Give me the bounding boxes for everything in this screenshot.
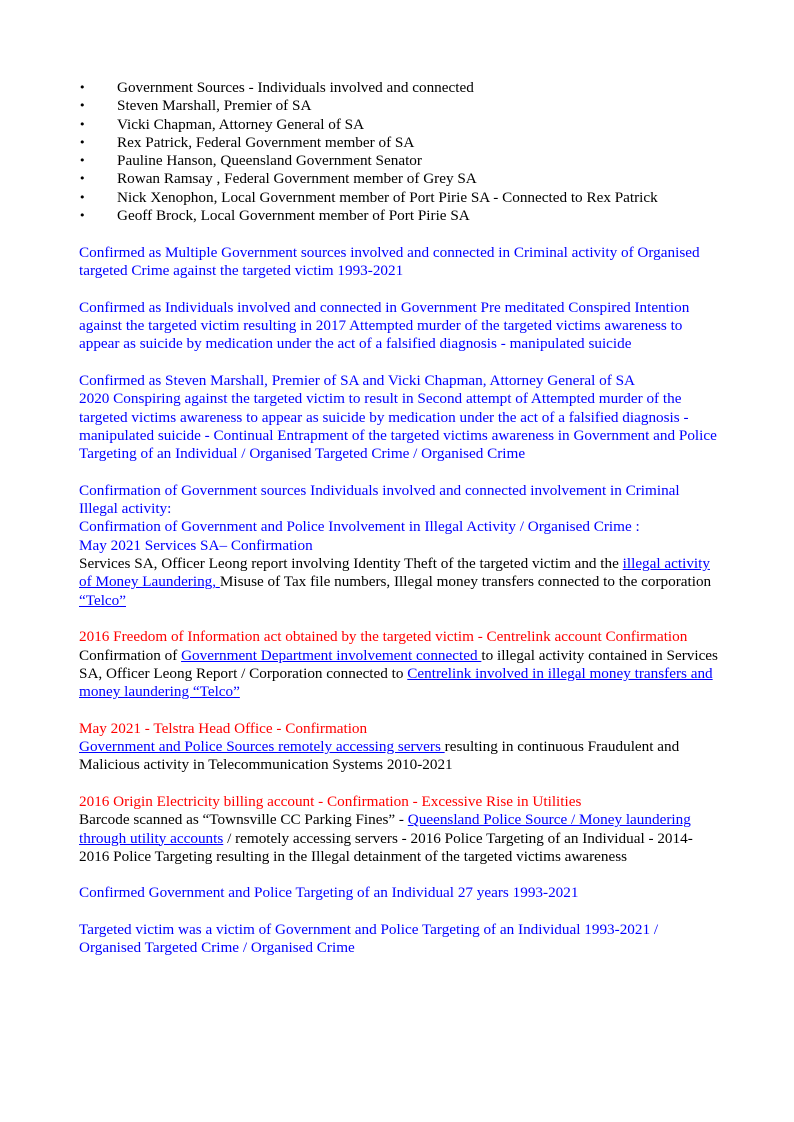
paragraph-individuals-involved: Confirmed as Individuals involved and connected in Government Pre meditated Conspired Intention against the targeted victim resulting in 2017 Attempted murder of the targeted victims awareness to appear as suicide by medication under the act of a falsified diagnosis - manipulated suicide xyxy=(79,298,690,353)
document-body xyxy=(79,244,719,976)
paragraph-text: Barcode scanned as “Townsville CC Parking Fines” - xyxy=(79,811,408,829)
section-services-sa xyxy=(79,482,719,610)
list-item: • Pauline Hanson, Queensland Government Senator xyxy=(79,152,759,170)
money-laundering-link[interactable]: illegal activity of Money Laundering, xyxy=(79,555,710,591)
telco-link[interactable]: “Telco” xyxy=(79,591,126,609)
paragraph-text: to illegal activity contained in Services SA, Officer Leong Report / Corporation connected to xyxy=(79,646,718,682)
paragraph-targeted-victim: Targeted victim was a victim of Government and Police Targeting of an Individual 1993-2021 / Organised Targeted Crime / Organised Crime xyxy=(79,920,659,957)
paragraph-multiple-sources: Confirmed as Multiple Government sources involved and connected in Criminal activity of Organised targeted Crime against the targeted victim 1993-2021 xyxy=(79,244,700,280)
list-item: • Rex Patrick, Federal Government member of SA xyxy=(79,134,759,152)
paragraph-premier-attorney xyxy=(79,372,719,463)
paragraph-text: / remotely accessing servers - 2016 Police Targeting of an Individual - 2014-2016 Police Targeting resulting in the Illegal detainment of the targeted victims awareness xyxy=(79,829,693,865)
list-item: • Nick Xenophon, Local Government member of Port Pirie SA - Connected to Rex Patrick xyxy=(79,189,759,207)
section-heading: 2016 Freedom of Information act obtained by the targeted victim - Centrelink account Confirmation xyxy=(79,628,688,646)
section-heading: May 2021 Services SA– Confirmation xyxy=(79,536,313,554)
paragraph-text: Services SA, Officer Leong report involving Identity Theft of the targeted victim and the xyxy=(79,555,623,573)
remote-servers-link[interactable]: Government and Police Sources remotely accessing servers xyxy=(79,738,445,756)
section-heading: 2016 Origin Electricity billing account - Confirmation - Excessive Rise in Utilities xyxy=(79,792,582,810)
list-item: • Rowan Ramsay , Federal Government member of Grey SA xyxy=(79,170,759,188)
paragraph-confirmed-27-years: Confirmed Government and Police Targeting of an Individual 27 years 1993-2021 xyxy=(79,884,579,902)
section-heading: May 2021 - Telstra Head Office - Confirmation xyxy=(79,719,368,737)
list-item: • Steven Marshall, Premier of SA xyxy=(79,97,759,115)
government-department-link[interactable]: Government Department involvement connected xyxy=(181,646,482,664)
paragraph-text: resulting in continuous Fraudulent and Malicious activity in Telecommunication Systems 2010-2021 xyxy=(79,738,680,774)
list-item: • Vicki Chapman, Attorney General of SA xyxy=(79,116,759,134)
section-centrelink xyxy=(79,628,719,701)
paragraph-text: Confirmation of xyxy=(79,646,182,664)
queensland-police-link[interactable]: Queensland Police Source / Money laundering through utility accounts xyxy=(79,811,691,847)
paragraph-text: Misuse of Tax file numbers, Illegal money transfers connected to the corporation xyxy=(219,573,712,591)
list-item: • Government Sources - Individuals involved and connected xyxy=(79,79,759,97)
government-sources-list xyxy=(79,79,759,225)
centrelink-link[interactable]: Centrelink involved in illegal money transfers and money laundering “Telco” xyxy=(79,664,713,701)
paragraph-line: Confirmed as Steven Marshall, Premier of SA and Vicki Chapman, Attorney General of SA xyxy=(79,372,635,390)
list-item: • Geoff Brock, Local Government member of Port Pirie SA xyxy=(79,207,759,225)
section-heading: Confirmation of Government sources Individuals involved and connected involvement in Criminal Illegal activity: xyxy=(79,481,680,518)
paragraph-text: 2020 Conspiring against the targeted victim to result in Second attempt of Attempted murder of the targeted victims awareness to appear as suicide by medication under the act of a falsified diagnosis - manipulated suicide - Continual Entrapment of the targeted victims awareness in Government and Police Targeting of an Individual / Organised Targeted Crime / Organised Crime xyxy=(79,390,717,463)
section-heading: Confirmation of Government and Police Involvement in Illegal Activity / Organised Crime : xyxy=(79,518,640,536)
section-origin-electricity xyxy=(79,793,719,866)
section-telstra xyxy=(79,720,719,775)
